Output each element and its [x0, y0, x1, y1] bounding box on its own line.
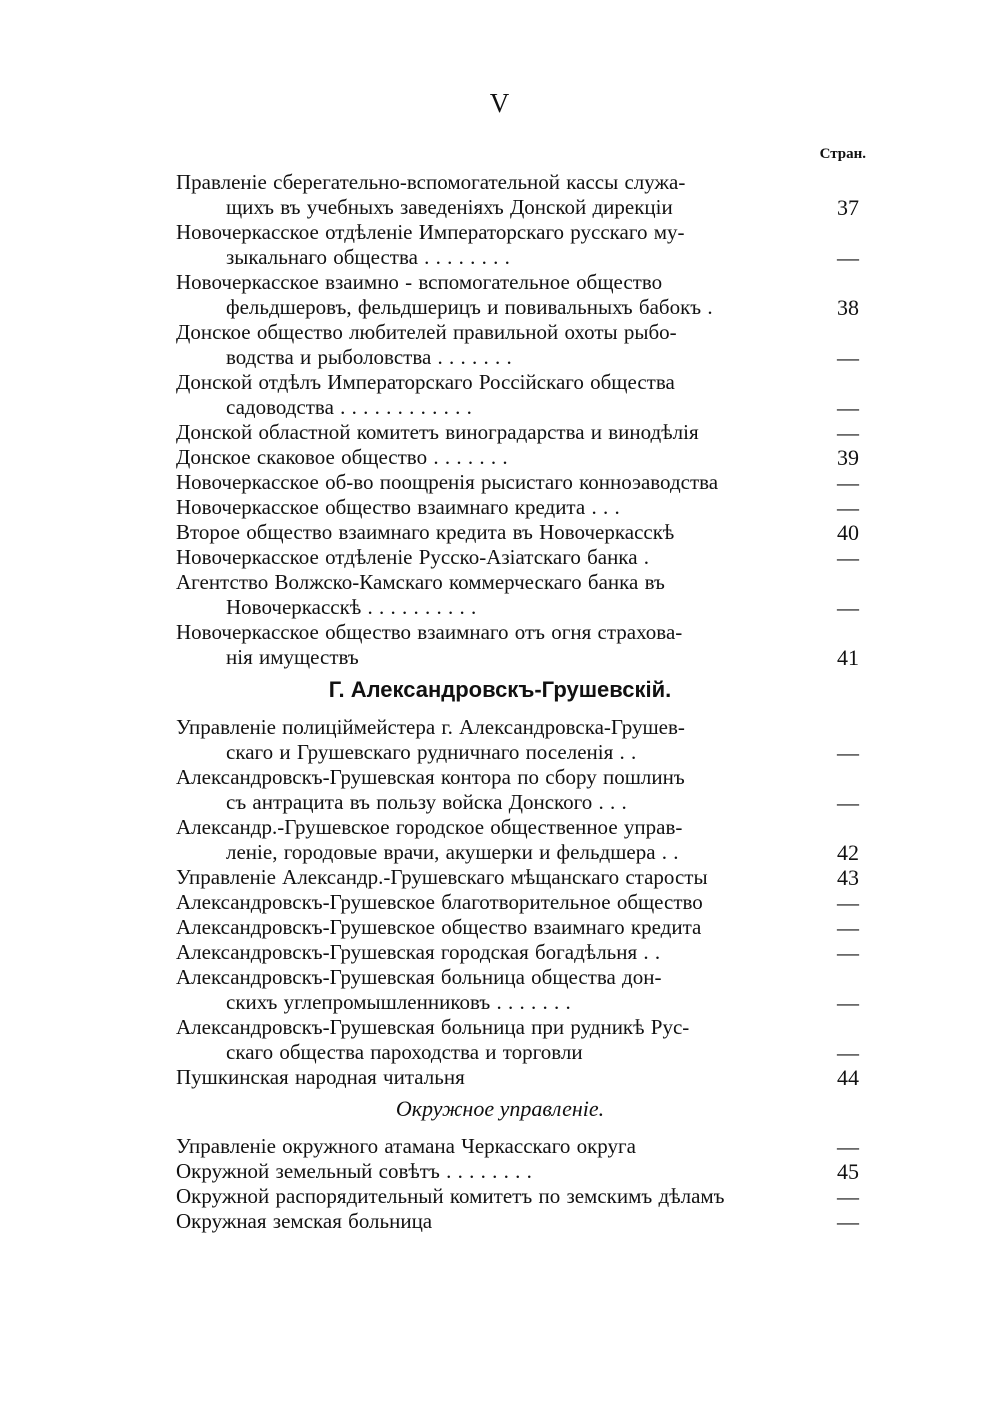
entry-line-continuation: водства и рыболовства . . . . . . . [226, 345, 512, 369]
entry-page-number: — [837, 545, 859, 570]
entry-page-number: — [837, 940, 859, 965]
toc-entry [176, 1184, 868, 1209]
toc-entry [176, 1134, 868, 1159]
entry-line-continuation: щихъ въ учебныхъ заведеніяхъ Донской дирекціи [226, 195, 673, 219]
entry-page-number: — [837, 420, 859, 445]
entry-line-continuation: садоводства . . . . . . . . . . . . [226, 395, 472, 419]
entry-line: Окружная земская больница [176, 1209, 433, 1233]
entry-line: Новочеркасское отдѣленіе Русско-Азіатскаго банка . [176, 545, 650, 569]
entry-page-number: — [837, 1184, 859, 1209]
entry-page-number: — [837, 790, 859, 815]
toc-entry [176, 1209, 868, 1234]
entry-line: Окружной распорядительный комитетъ по земскимъ дѣламъ [176, 1184, 725, 1208]
entry-line-continuation: скаго и Грушевскаго рудничнаго поселенія . . [226, 740, 637, 764]
toc-entry [176, 1065, 868, 1090]
entry-page-number: — [837, 395, 859, 420]
toc-entry [176, 620, 868, 670]
entry-page-number: — [837, 890, 859, 915]
toc-entry [176, 470, 868, 495]
entry-page-number: 39 [837, 445, 859, 470]
toc-entry [176, 965, 868, 1015]
page-column-header: Стран. [819, 146, 866, 162]
entry-line: Александр.-Грушевское городское общественное управ- [176, 815, 683, 839]
entry-line: Управленіе Александр.-Грушевскаго мѣщанскаго старосты [176, 865, 708, 889]
entry-line-continuation: съ антрацита въ пользу войска Донского . . . [226, 790, 627, 814]
toc-section-aleksandrovsk [176, 715, 868, 1090]
entry-page-number: 37 [837, 195, 859, 220]
entry-page-number: — [837, 1209, 859, 1234]
toc-entry [176, 320, 868, 370]
entry-line: Александровскъ-Грушевское благотворительное общество [176, 890, 703, 914]
entry-line: Донской областной комитетъ виноградарства и винодѣлія [176, 420, 699, 444]
entry-line: Новочеркасское об-во поощренія рысистаго конноэаводства [176, 470, 719, 494]
toc-entry [176, 420, 868, 445]
entry-line-continuation: фельдшеровъ, фельдшерицъ и повивальныхъ бабокъ . [226, 295, 713, 319]
toc-entry [176, 890, 868, 915]
entry-line: Управленіе полиціймейстера г. Александровска-Грушев- [176, 715, 685, 739]
entry-page-number: 42 [837, 840, 859, 865]
toc-entry [176, 865, 868, 890]
entry-line: Донское скаковое общество . . . . . . . [176, 445, 508, 469]
entry-page-number: — [837, 470, 859, 495]
toc-section-district [176, 1134, 868, 1234]
entry-line: Александровскъ-Грушевская городская богадѣльня . . [176, 940, 661, 964]
toc-section-novocherkassk [176, 170, 868, 670]
entry-line: Новочеркасское отдѣленіе Императорскаго русскаго му- [176, 220, 685, 244]
entry-line-continuation: скихъ углепромышленниковъ . . . . . . . [226, 990, 571, 1014]
entry-line: Управленіе окружного атамана Черкасскаго округа [176, 1134, 636, 1158]
entry-page-number: — [837, 495, 859, 520]
entry-line: Александровскъ-Грушевская больница общества дон- [176, 965, 662, 989]
entry-line: Пушкинская народная читальня [176, 1065, 465, 1089]
toc-entry [176, 915, 868, 940]
entry-page-number: — [837, 915, 859, 940]
toc-entry [176, 445, 868, 470]
entry-page-number: 43 [837, 865, 859, 890]
toc-entry [176, 520, 868, 545]
entry-page-number: — [837, 1040, 859, 1065]
entry-line: Окружной земельный совѣтъ . . . . . . . . [176, 1159, 532, 1183]
page-number: V [489, 88, 511, 118]
entry-line: Агентство Волжско-Камскаго коммерческаго банка въ [176, 570, 665, 594]
entry-page-number: — [837, 1134, 859, 1159]
toc-entry [176, 220, 868, 270]
toc-entry [176, 495, 868, 520]
entry-line: Александровскъ-Грушевская контора по сбору пошлинъ [176, 765, 685, 789]
toc-entry [176, 1015, 868, 1065]
toc-entry [176, 765, 868, 815]
entry-page-number: 40 [837, 520, 859, 545]
entry-line: Правленіе сберегательно-вспомогательной кассы служа- [176, 170, 686, 194]
toc-entry [176, 715, 868, 765]
entry-line: Донской отдѣлъ Императорскаго Россійскаго общества [176, 370, 675, 394]
entry-page-number: 38 [837, 295, 859, 320]
entry-page-number: — [837, 990, 859, 1015]
entry-page-number: 44 [837, 1065, 859, 1090]
toc-entry [176, 940, 868, 965]
entry-line-continuation: Новочеркасскѣ . . . . . . . . . . [226, 595, 477, 619]
toc-entry [176, 270, 868, 320]
entry-page-number: — [837, 740, 859, 765]
toc-entry [176, 370, 868, 420]
entry-line: Новочеркасское общество взаимнаго отъ огня страхова- [176, 620, 683, 644]
entry-line: Второе общество взаимнаго кредита въ Новочеркасскѣ [176, 520, 675, 544]
subsection-title: Окружное управленіе. [395, 1096, 605, 1121]
entry-page-number: — [837, 595, 859, 620]
section-title: Г. Александровскъ-Грушевскій. [328, 677, 672, 702]
toc-entry [176, 815, 868, 865]
entry-line-continuation: нія имуществъ [226, 645, 359, 669]
entry-line-continuation: скаго общества пароходства и торговли [226, 1040, 583, 1064]
toc-entry [176, 1159, 868, 1184]
entry-page-number: — [837, 345, 859, 370]
entry-line: Донское общество любителей правильной охоты рыбо- [176, 320, 677, 344]
toc-entry [176, 570, 868, 620]
entry-page-number: 45 [837, 1159, 859, 1184]
toc-entry [176, 170, 868, 220]
entry-line: Новочеркасское общество взаимнаго кредита . . . [176, 495, 620, 519]
entry-line: Новочеркасское взаимно - вспомогательное общество [176, 270, 663, 294]
entry-page-number: — [837, 245, 859, 270]
toc-entry [176, 545, 868, 570]
entry-line-continuation: леніе, городовые врачи, акушерки и фельдшера . . [226, 840, 679, 864]
entry-line: Александровскъ-Грушевская больница при рудникѣ Рус- [176, 1015, 690, 1039]
entry-line: Александровскъ-Грушевское общество взаимнаго кредита [176, 915, 702, 939]
entry-line-continuation: зыкальнаго общества . . . . . . . . [226, 245, 510, 269]
entry-page-number: 41 [837, 645, 859, 670]
